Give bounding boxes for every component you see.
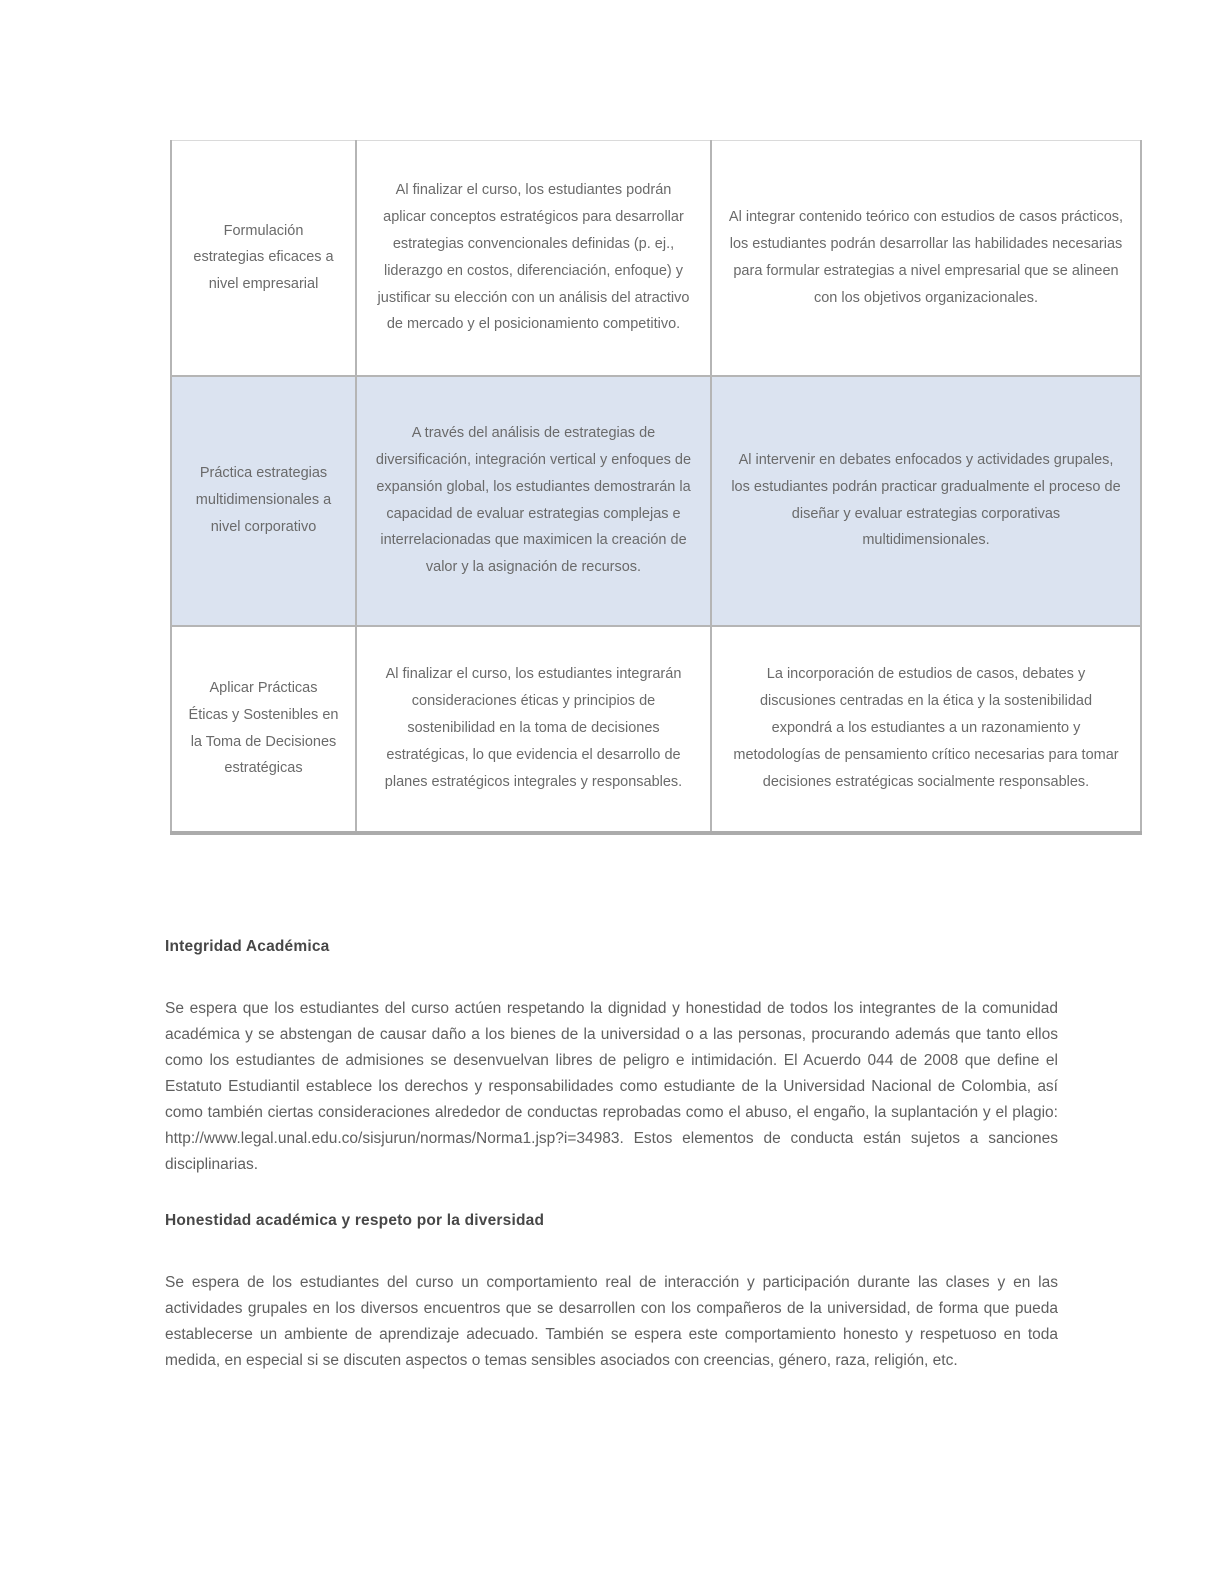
integrity-text-after-link: . Estos elementos de conducta están sujetos a sanciones disciplinarias. <box>165 1130 1058 1173</box>
outcome-description-cell: Al finalizar el curso, los estudiantes podrán aplicar conceptos estratégicos para desarrollar estrategias convencionales definidas (p. ej., liderazgo en costos, diferenciación, enfoque) y justificar su elección con un análisis del atractivo de mercado y el posicionamiento competitivo. <box>356 141 711 376</box>
activity-description-cell: La incorporación de estudios de casos, debates y discusiones centradas en la ética y la sostenibilidad expondrá a los estudiantes a un razonamiento y metodologías de pensamiento crítico necesarias para tomar decisiones estratégicas socialmente responsables. <box>711 626 1141 833</box>
outcome-label-cell: Formulación estrategias eficaces a nivel empresarial <box>171 141 356 376</box>
table-row <box>171 141 1141 376</box>
outcome-description-cell: Al finalizar el curso, los estudiantes integrarán consideraciones éticas y principios de sostenibilidad en la toma de decisiones estratégicas, lo que evidencia el desarrollo de planes estratégicos integrales y responsables. <box>356 626 711 833</box>
outcome-label-cell: Aplicar Prácticas Éticas y Sostenibles en la Toma de Decisiones estratégicas <box>171 626 356 833</box>
integrity-paragraph <box>165 996 1058 1178</box>
table-row-highlighted <box>171 376 1141 626</box>
outcome-description-cell: A través del análisis de estrategias de diversificación, integración vertical y enfoques de expansión global, los estudiantes demostrarán la capacidad de evaluar estrategias complejas e interrelacionadas que maximicen la creación de valor y la asignación de recursos. <box>356 376 711 626</box>
activity-description-cell: Al integrar contenido teórico con estudios de casos prácticos, los estudiantes podrán desarrollar las habilidades necesarias para formular estrategias a nivel empresarial que se alineen con los objetivos organizacionales. <box>711 141 1141 376</box>
section-heading-integridad-academica: Integridad Académica <box>165 938 330 955</box>
document-body <box>165 938 1058 1410</box>
legal-url-link[interactable]: http://www.legal.unal.edu.co/sisjurun/normas/Norma1.jsp?i=34983 <box>165 1130 620 1147</box>
integrity-text-before-link: Se espera que los estudiantes del curso actúen respetando la dignidad y honestidad de todos los integrantes de la comunidad académica y se abstengan de causar daño a los bienes de la universidad o a las personas, procurando además que tanto ellos como los estudiantes de admisiones se desenvuelvan libres de peligro e intimidación. El Acuerdo 044 de 2008 que define el Estatuto Estudiantil establece los derechos y responsabilidades como estudiante de la Universidad Nacional de Colombia, así como también ciertas consideraciones alrededor de conductas reprobadas como el abuso, el engaño, la suplantación y el plagio: <box>165 1000 1058 1121</box>
outcome-label-cell: Práctica estrategias multidimensionales a nivel corporativo <box>171 376 356 626</box>
learning-outcomes-table <box>170 140 1142 835</box>
table-row <box>171 626 1141 833</box>
honesty-paragraph: Se espera de los estudiantes del curso un comportamiento real de interacción y participación durante las clases y en las actividades grupales en los diversos encuentros que se desarrollen con los compañeros de la universidad, de forma que pueda establecerse un ambiente de aprendizaje adecuado. También se espera este comportamiento honesto y respetuoso en toda medida, en especial si se discuten aspectos o temas sensibles asociados con creencias, género, raza, religión, etc. <box>165 1274 1058 1369</box>
section-heading-honestidad-academica: Honestidad académica y respeto por la diversidad <box>165 1212 545 1229</box>
activity-description-cell: Al intervenir en debates enfocados y actividades grupales, los estudiantes podrán practicar gradualmente el proceso de diseñar y evaluar estrategias corporativas multidimensionales. <box>711 376 1141 626</box>
